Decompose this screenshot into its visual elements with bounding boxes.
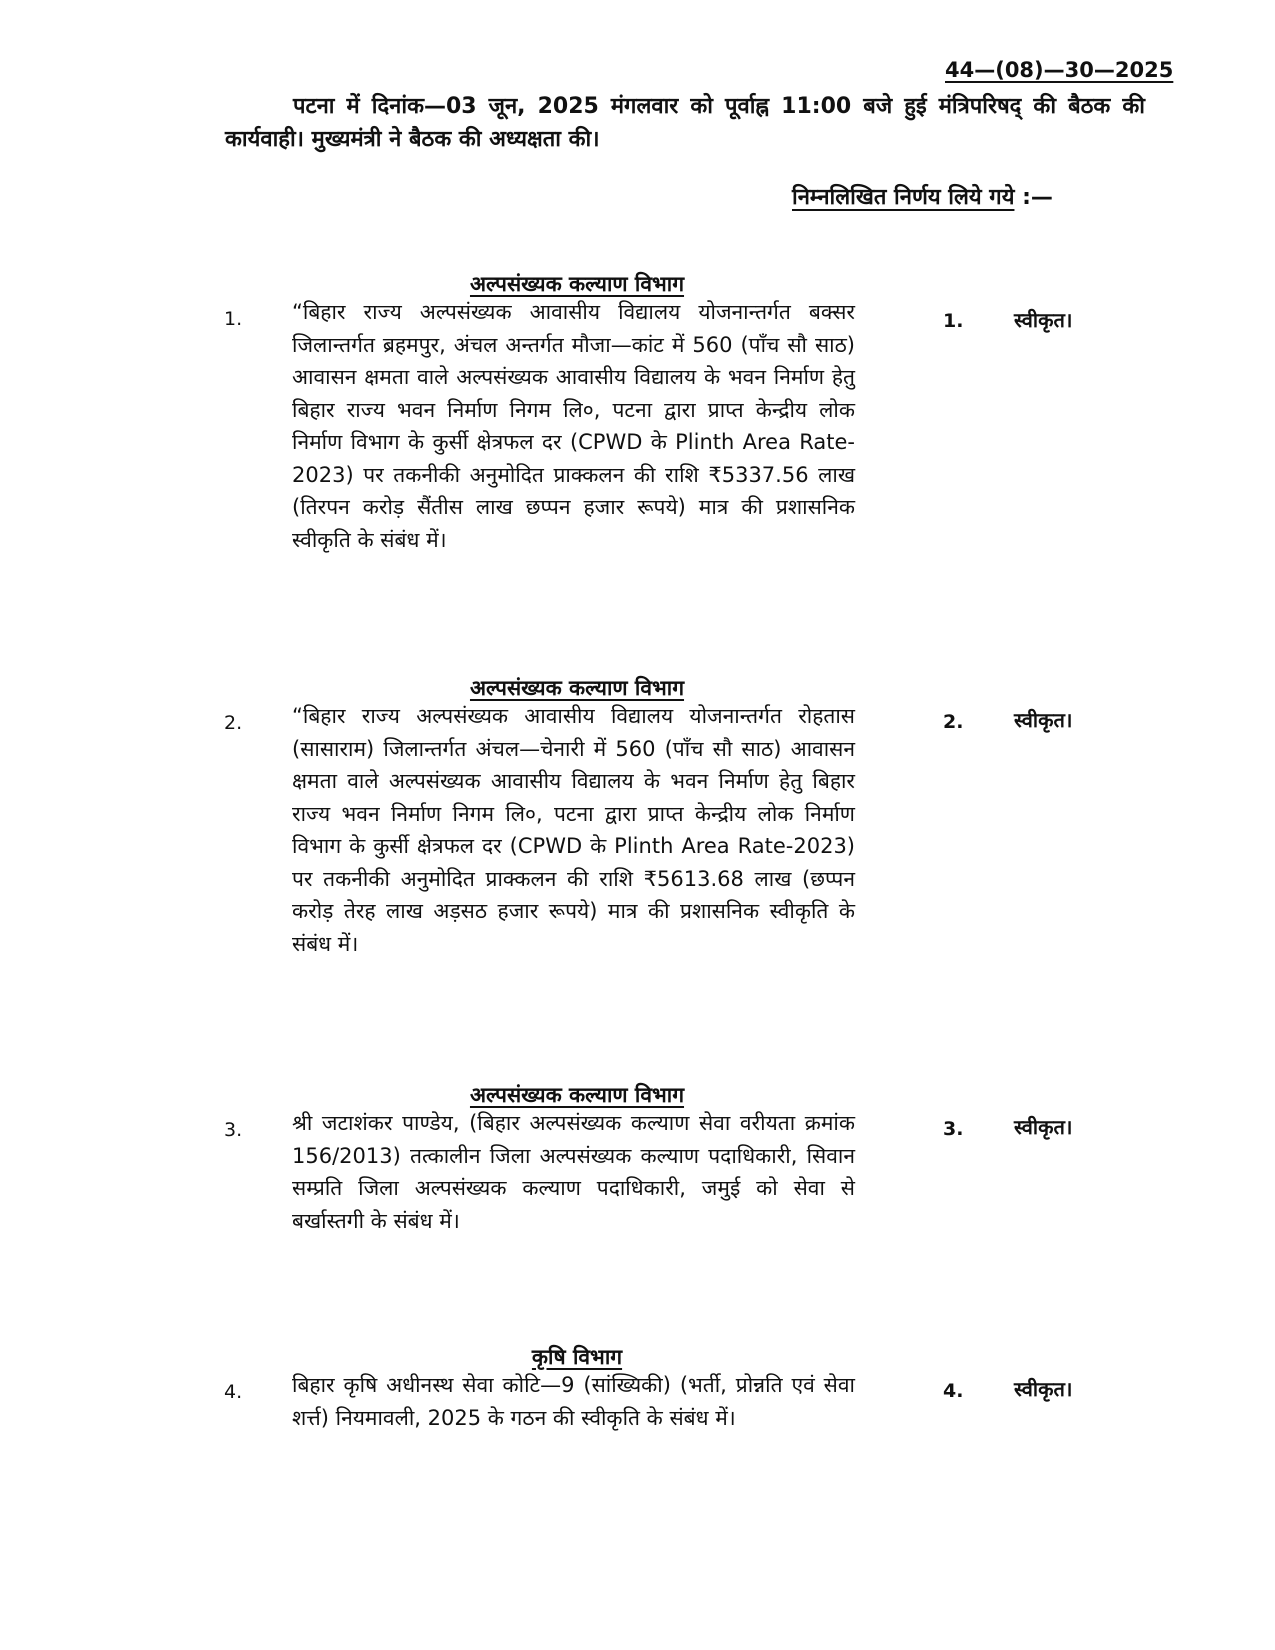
item-number: 3. [224, 1119, 243, 1141]
item-number: 4. [224, 1381, 243, 1403]
result-text: स्वीकृत। [1014, 1115, 1073, 1139]
result-text: स्वीकृत। [1014, 708, 1073, 732]
result-number: 2. [943, 711, 964, 733]
item-number: 1. [224, 308, 243, 330]
item-text: “बिहार राज्य अल्पसंख्यक आवासीय विद्यालय योजनान्तर्गत रोहतास (सासाराम) जिलान्तर्गत अंचल—चेनारी में 560 (पाँच सौ साठ) आवासन क्षमता वाले अल्पसंख्यक आवासीय विद्यालय के भवन निर्माण हेतु बिहार राज्य भवन निर्माण निगम लि०, पटना द्वारा प्राप्त केन्द्रीय लोक निर्माण विभाग के कुर्सी क्षेत्रफल दर (CPWD के Plinth Area Rate-2023) पर तकनीकी अनुमोदित प्राक्कलन की राशि ₹5613.68 लाख (छप्पन करोड़ तेरह लाख अड़सठ हजार रूपये) मात्र की प्रशासनिक स्वीकृति के संबंध में। [292, 704, 855, 956]
decisions-heading-suffix: :— [1014, 185, 1053, 210]
department-heading: अल्पसंख्यक कल्याण विभाग [469, 676, 685, 700]
item-text: बिहार कृषि अधीनस्थ सेवा कोटि—9 (सांख्यिकी) (भर्ती, प्रोन्नति एवं सेवा शर्त्त) नियमावली, 2025 के गठन की स्वीकृति के संबंध में। [292, 1373, 855, 1430]
document-number: 44—(08)—30—2025 [945, 58, 1174, 82]
decisions-heading-text: निम्नलिखित निर्णय लिये गये [792, 185, 1015, 210]
result-number: 4. [943, 1380, 964, 1402]
result-number: 1. [943, 310, 964, 332]
item-text: श्री जटाशंकर पाण्डेय, (बिहार अल्पसंख्यक कल्याण सेवा वरीयता क्रमांक 156/2013) तत्कालीन जिला अल्पसंख्यक कल्याण पदाधिकारी, सिवान सम्प्रति जिला अल्पसंख्यक कल्याण पदाधिकारी, जमुई को सेवा से बर्खास्तगी के संबंध में। [292, 1111, 855, 1233]
department-heading: अल्पसंख्यक कल्याण विभाग [469, 1083, 685, 1107]
item-text: “बिहार राज्य अल्पसंख्यक आवासीय विद्यालय योजनान्तर्गत बक्सर जिलान्तर्गत ब्रहमपुर, अंचल अन्तर्गत मौजा—कांट में 560 (पाँच सौ साठ) आवासन क्षमता वाले अल्पसंख्यक आवासीय विद्यालय के भवन निर्माण हेतु बिहार राज्य भवन निर्माण निगम लि०, पटना द्वारा प्राप्त केन्द्रीय लोक निर्माण विभाग के कुर्सी क्षेत्रफल दर (CPWD के Plinth Area Rate-2023) पर तकनीकी अनुमोदित प्राक्कलन की राशि ₹5337.56 लाख (तिरपन करोड़ सैंतीस लाख छप्पन हजार रूपये) मात्र की प्रशासनिक स्वीकृति के संबंध में। [292, 300, 855, 552]
item-number: 2. [224, 712, 243, 734]
decisions-heading [792, 181, 1053, 211]
department-heading: अल्पसंख्यक कल्याण विभाग [469, 272, 685, 296]
result-text: स्वीकृत। [1014, 308, 1073, 332]
result-number: 3. [943, 1118, 964, 1140]
meeting-intro: पटना में दिनांक—03 जून, 2025 मंगलवार को पूर्वाह्न 11:00 बजे हुई मंत्रिपरिषद् की बैठक की कार्यवाही। मुख्यमंत्री ने बैठक की अध्यक्षता की। [225, 94, 1145, 152]
department-heading: कृषि विभाग [531, 1345, 623, 1369]
result-text: स्वीकृत। [1014, 1377, 1073, 1401]
